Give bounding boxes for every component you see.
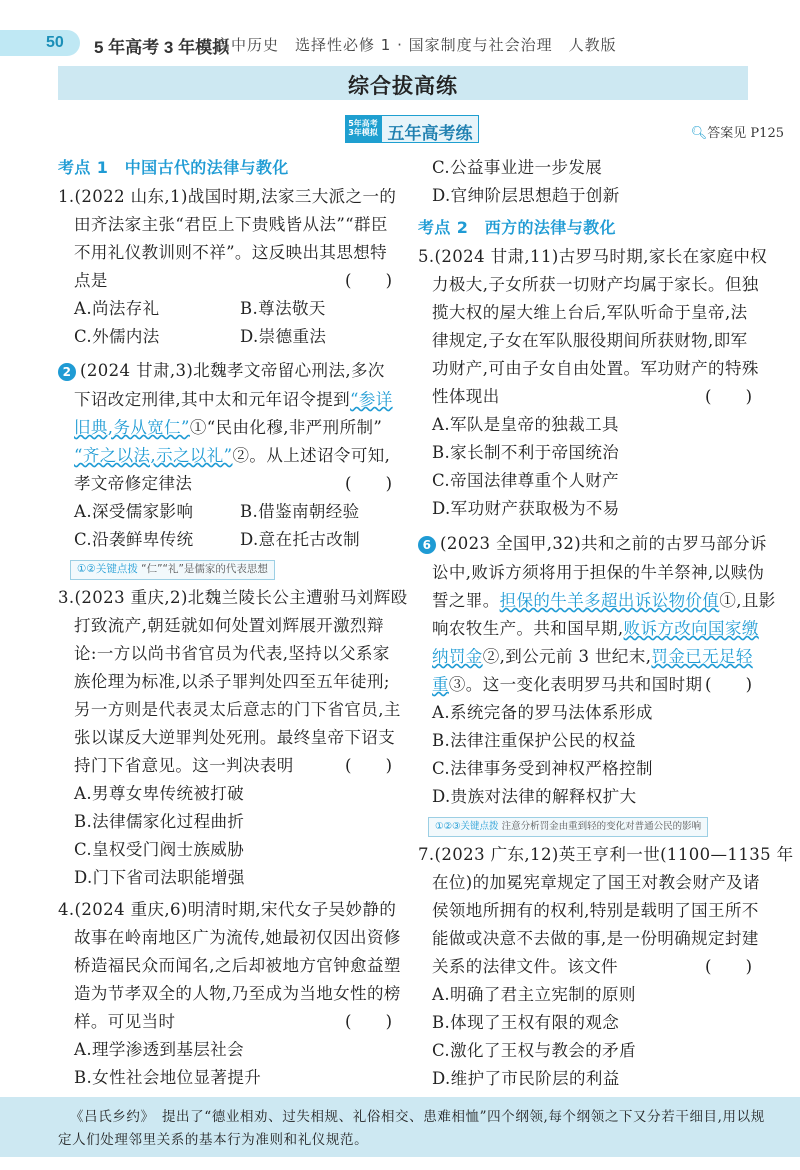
q7-line: 能做或决意不去做的事,是一份明确规定封建: [432, 929, 759, 948]
q2-number-badge: 2: [58, 363, 76, 381]
q4-answer-paren: ( ): [345, 1012, 393, 1031]
q2-text: (2024 甘肃,3)北魏孝文帝留心刑法,多次: [80, 361, 385, 380]
q2-highlight: “参详: [350, 390, 393, 409]
q2-line: [74, 390, 393, 410]
key-hint-text: 注意分析罚金由重到轻的变化对普通公民的影响: [501, 821, 702, 832]
page-number: 50: [46, 34, 64, 51]
q5-line: 5.(2024 甘肃,11)古罗马时期,家长在家庭中权: [418, 247, 768, 266]
q2-option-b: B.借鉴南朝经验: [240, 502, 360, 521]
book-subject: 高中历史 选择性必修 1 · 国家制度与社会治理 人教版: [215, 36, 617, 54]
q7-option-a: A.明确了君主立宪制的原则: [432, 985, 636, 1004]
q6-highlight: 败诉方改向国家缴: [623, 619, 759, 638]
q5-option-d: D.军功财产获取极为不易: [432, 499, 620, 518]
subsection-title: 五年高考练: [387, 124, 473, 144]
q6-text: 响农牧生产。共和国早期,: [432, 619, 624, 638]
answer-reference: [691, 122, 784, 141]
q2-text: 下诏改定刑律,其中太和元年诏令提到: [74, 390, 351, 409]
q2-text: ②。从上述诏令可知,: [232, 446, 391, 465]
q5-answer-paren: ( ): [705, 387, 753, 406]
q6-highlight: 重: [432, 675, 449, 694]
q5-line: 功财产,可由子女自由处置。军功财产的特殊: [432, 359, 759, 378]
q4-line: 样。可见当时: [74, 1012, 176, 1031]
key-hint-text: “仁”“礼”是儒家的代表思想: [141, 563, 268, 575]
q3-line: 族伦理为标准,以杀子罪判处四至五年徒刑;: [74, 672, 390, 691]
q1-line: 1.(2022 山东,1)战国时期,法家三大派之一的: [58, 187, 397, 206]
q3-option-c: C.皇权受门阀士族威胁: [74, 840, 245, 859]
section-band: [58, 66, 748, 100]
q6-line: [432, 647, 753, 667]
q2-line: 孝文帝修定律法: [74, 474, 193, 493]
topic-heading-2: 考点 2 西方的法律与教化: [418, 218, 616, 237]
q5-line: 力极大,子女所获一切财产均属于家长。但独: [432, 275, 759, 294]
q2-line: [74, 418, 382, 438]
subsection-header: [345, 115, 485, 143]
page-number-tab: [0, 30, 80, 56]
section-title: 综合拔高练: [348, 74, 458, 98]
q3-line: 持门下省意见。这一判决表明: [74, 756, 294, 775]
q6-text: ②,到公元前 3 世纪末,: [482, 647, 652, 666]
q2-highlight: “齐之以法,示之以礼”: [74, 446, 233, 465]
q1-line: 不用礼仪教训则不祥”。这反映出其思想特: [74, 243, 388, 262]
q1-option-c: C.外儒内法: [74, 327, 160, 346]
q2-highlight: 旧典,务从宽仁”: [74, 418, 190, 437]
q7-line: 7.(2023 广东,12)英王亨利一世(1100—1135 年: [418, 845, 794, 864]
q5-option-a: A.军队是皇帝的独裁工具: [432, 415, 619, 434]
q1-option-b: B.尊法敬天: [240, 299, 326, 318]
q2-line: [74, 446, 390, 466]
q6-option-b: B.法律注重保护公民的权益: [432, 731, 637, 750]
answer-reference-text: 答案见 P125: [707, 126, 784, 141]
book-brand: 5 年高考 3 年模拟: [94, 38, 230, 57]
q6-highlight: 担保的牛羊多超出诉讼物价值: [499, 591, 720, 610]
q2-answer-paren: ( ): [345, 474, 393, 493]
q7-line: 侯领地所拥有的权利,特别是载明了国王所不: [432, 901, 759, 920]
q5-option-c: C.帝国法律尊重个人财产: [432, 471, 620, 490]
key-hint-label: ①②关键点拨: [77, 563, 138, 575]
q6-option-d: D.贵族对法律的解释权扩大: [432, 787, 637, 806]
q4-line: 造为节孝双全的人物,乃至成为当地女性的榜: [74, 984, 401, 1003]
q6-answer-paren: ( ): [705, 675, 753, 694]
series-logo: 5年高考 3年模拟: [345, 115, 381, 143]
q7-line: 关系的法律文件。该文件: [432, 957, 618, 976]
q6-text: ①,且影: [719, 591, 776, 610]
q6-option-a: A.系统完备的罗马法体系形成: [432, 703, 653, 722]
q4-option-b: B.女性社会地位显著提升: [74, 1068, 262, 1087]
q7-option-c: C.激化了王权与教会的矛盾: [432, 1041, 636, 1060]
key-hint-box: [70, 560, 275, 580]
q3-line: 论:一方以尚书省官员为代表,坚持以父系家: [74, 644, 390, 663]
q3-answer-paren: ( ): [345, 756, 393, 775]
q7-option-d: D.维护了市民阶层的利益: [432, 1069, 620, 1088]
q3-line: 3.(2023 重庆,2)北魏兰陵长公主遭驸马刘辉殴: [58, 588, 408, 607]
q1-answer-paren: ( ): [345, 271, 393, 290]
q6-line: [418, 534, 767, 554]
footer-line: 《吕氏乡约》 提出了“德业相劝、过失相规、礼俗相交、患难相恤”四个纲领,每个纲领之下又分若干细目,用以规: [70, 1109, 765, 1125]
q2-option-c: C.沿袭鲜卑传统: [74, 530, 194, 549]
q5-option-b: B.家长制不利于帝国统治: [432, 443, 620, 462]
q5-line: 律规定,子女在军队服役期间所获财物,即军: [432, 331, 748, 350]
q3-option-a: A.男尊女卑传统被打破: [74, 784, 245, 803]
footer-line: 定人们处理邻里关系的基本行为准则和礼仪规范。: [58, 1132, 369, 1148]
topic-heading-1: 考点 1 中国古代的法律与教化: [58, 158, 289, 177]
q4-option-d: D.官绅阶层思想趋于创新: [432, 186, 620, 205]
running-header: [0, 30, 800, 58]
q1-option-a: A.尚法存礼: [74, 299, 160, 318]
q1-option-d: D.崇德重法: [240, 327, 327, 346]
q6-highlight: 罚金已无足轻: [651, 647, 753, 666]
q3-line: 打致流产,朝廷就如何处置刘辉展开激烈辩: [74, 616, 384, 635]
q4-line: 4.(2024 重庆,6)明清时期,宋代女子吴妙静的: [58, 900, 397, 919]
q2-text: ①“民由化穆,非严刑所制”: [189, 418, 383, 437]
q2-option-a: A.深受儒家影响: [74, 502, 194, 521]
q2-line: [58, 361, 385, 381]
q3-line: 张以谋反大逆罪判处死刑。最终皇帝下诏支: [74, 728, 396, 747]
q6-option-c: C.法律事务受到神权严格控制: [432, 759, 653, 778]
q4-option-c: C.公益事业进一步发展: [432, 158, 603, 177]
magnifier-icon: 🔍︎: [690, 126, 708, 141]
q7-line: 在位)的加冕宪章规定了国王对教会财产及诸: [432, 873, 760, 892]
q6-highlight: 纳罚金: [432, 647, 483, 666]
q5-line: 性体现出: [432, 387, 500, 406]
q6-line: [432, 619, 759, 639]
key-hint-label: ①②③关键点拨: [435, 821, 499, 832]
subsection-box: [381, 115, 479, 143]
q2-option-d: D.意在托古改制: [240, 530, 361, 549]
key-hint-box: [428, 817, 708, 837]
q7-answer-paren: ( ): [705, 957, 753, 976]
q3-option-d: D.门下省司法职能增强: [74, 868, 245, 887]
q3-option-b: B.法律儒家化过程曲折: [74, 812, 245, 831]
q6-text: (2023 全国甲,32)共和之前的古罗马部分诉: [440, 534, 767, 553]
q1-line: 点是: [74, 271, 108, 290]
q5-line: 揽大权的屋大维上台后,军队听命于皇帝,法: [432, 303, 748, 322]
q6-line: [432, 591, 776, 611]
footer-note: [0, 1097, 800, 1157]
q4-line: 故事在岭南地区广为流传,她最初仅因出资修: [74, 928, 401, 947]
q4-line: 桥造福民众而闻名,之后却被地方官钟愈益塑: [74, 956, 401, 975]
q6-number-badge: 6: [418, 536, 436, 554]
q6-text: ③。这一变化表明罗马共和国时期: [448, 675, 703, 694]
q3-line: 另一方则是代表灵太后意志的门下省官员,主: [74, 700, 401, 719]
q6-text: 誓之罪。: [432, 591, 500, 610]
q6-line: [432, 675, 702, 695]
q7-option-b: B.体现了王权有限的观念: [432, 1013, 620, 1032]
q6-line: 讼中,败诉方须将用于担保的牛羊祭神,以赎伪: [432, 563, 765, 582]
q4-option-a: A.理学渗透到基层社会: [74, 1040, 245, 1059]
q1-line: 田齐法家主张“君臣上下贵贱皆从法”“群臣: [74, 215, 388, 234]
